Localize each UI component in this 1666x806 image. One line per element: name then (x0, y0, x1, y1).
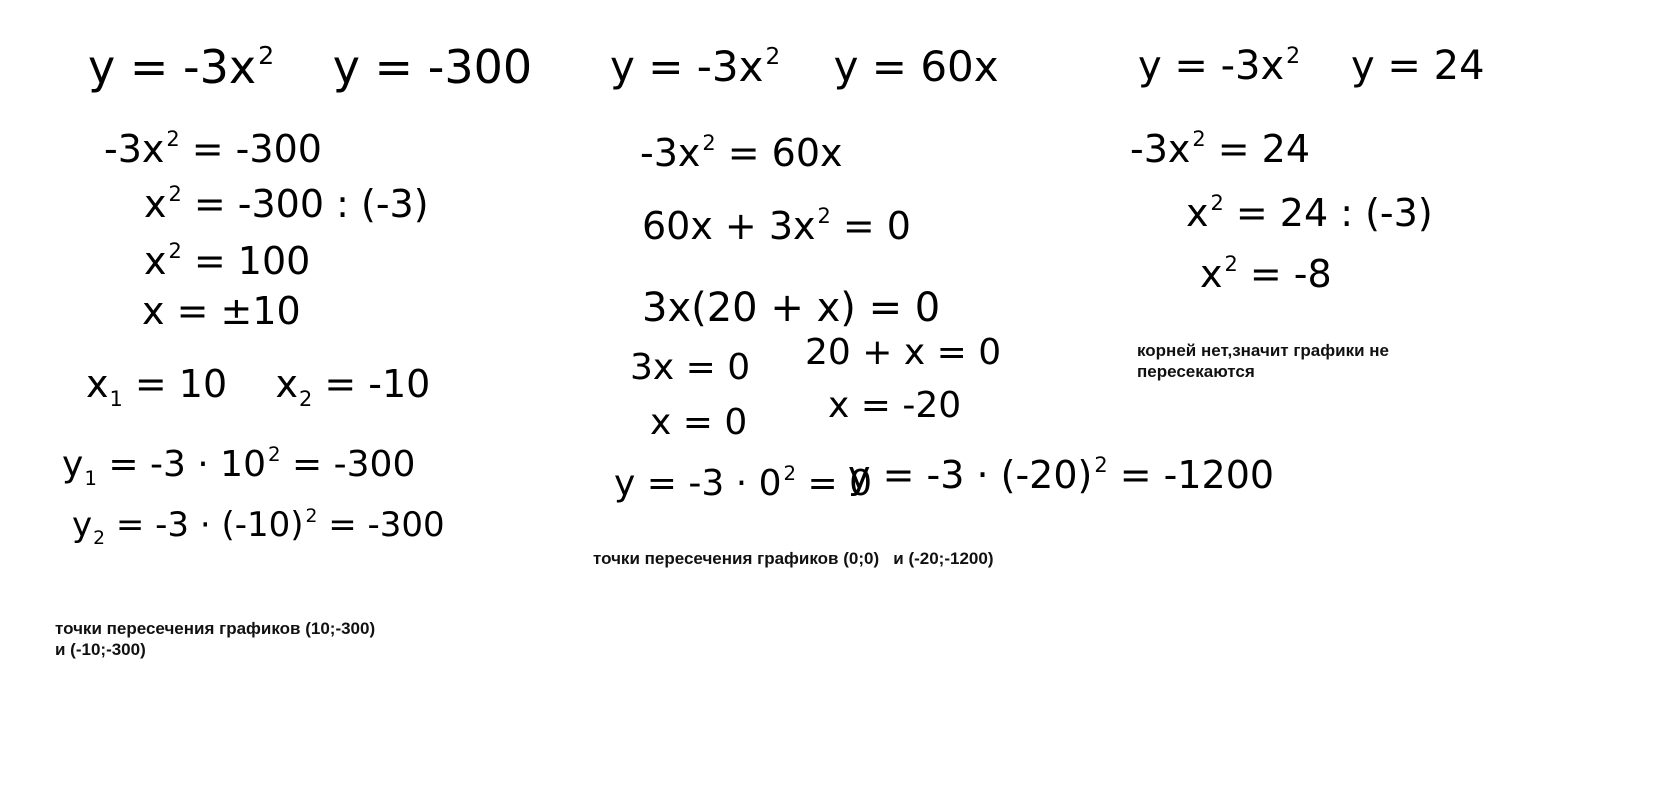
y-calc-2b: $y = -3 \cdot (-20)^2 = -1200$ (848, 453, 1275, 497)
equation-system-1: $y = -3x^2$ y = -300 (88, 40, 533, 94)
step-3-1: $-3x^2 = 24$ (1130, 127, 1311, 171)
step-1-1: $-3x^2 = -300$ (104, 127, 322, 171)
roots-1: $x_1 = 10$ $x_2 = -10$ (86, 362, 431, 412)
step-2-1: $-3x^2 = 60x$ (640, 131, 843, 175)
step-2-3: 3x(20 + x) = 0 (642, 285, 941, 331)
step-1-2: $x^2 = -300$ : (-3) (144, 182, 429, 226)
root-2a: x = 0 (650, 402, 748, 443)
step-2-4b: 20 + x = 0 (805, 332, 1002, 373)
y1-calc: $y_1 = -3 \cdot 10$ $^2$ = -300 (62, 443, 416, 490)
answer-note-3: корней нет,значит графики не пересекаются (1137, 341, 1389, 381)
y-calc-2a: y = -3 · 0 $^2$ = 0 (614, 462, 873, 504)
step-3-3: $x^2 = -8$ (1200, 252, 1332, 296)
y2-calc: $y_2 = -3 \cdot (-10) ^2 = -300$ (72, 505, 445, 550)
step-1-3: $x^2 = 100$ (144, 239, 311, 283)
step-2-2: $60x + 3x^2 = 0$ (642, 204, 911, 248)
answer-note-2: точки пересечения графиков (0;0) и (-20;-1200) (593, 549, 994, 568)
step-2-4a: 3x = 0 (630, 347, 751, 388)
equation-system-2: $y = -3x^2$ y = 60x (610, 42, 999, 91)
root-2b: x = -20 (828, 385, 962, 426)
equation-system-3: $y = -3x^2$ y = 24 (1138, 43, 1485, 89)
step-1-4: x = ±10 (142, 289, 301, 333)
step-3-2: $x^2 = 24$ : (-3) (1186, 191, 1433, 235)
answer-note-1: точки пересечения графиков (10;-300) и (-10;-300) (55, 619, 376, 659)
